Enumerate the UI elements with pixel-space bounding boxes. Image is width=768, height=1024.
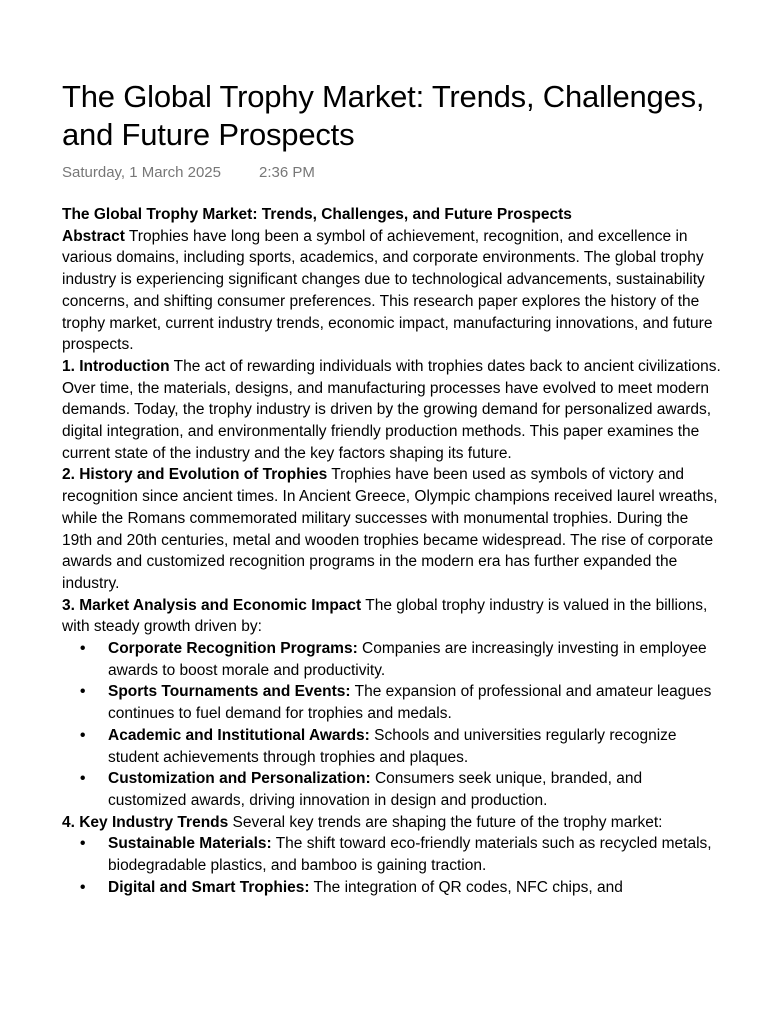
list-item-text: Companies are increasingly investing in employee awards to boost morale and productivity. xyxy=(108,640,707,679)
section-history xyxy=(62,464,722,594)
section-label: 2. History and Evolution of Trophies xyxy=(62,466,328,484)
page-date: Saturday, 1 March 2025 xyxy=(62,164,221,181)
list-item-text: The integration of QR codes, NFC chips, and xyxy=(309,878,623,896)
list-item xyxy=(62,681,722,724)
abstract-label: Abstract xyxy=(62,227,125,245)
page-meta xyxy=(62,163,722,183)
list-item xyxy=(62,638,722,681)
section-label: 4. Key Industry Trends xyxy=(62,813,229,831)
bullet-icon: • xyxy=(80,878,86,896)
bullet-icon: • xyxy=(80,640,86,658)
section-key-trends xyxy=(62,812,722,834)
section-introduction xyxy=(62,356,722,465)
list-item-text: The shift toward eco-friendly materials such as recycled metals, biodegradable plastics, and bamboo is gaining traction. xyxy=(108,835,712,875)
section-label: 3. Market Analysis and Economic Impact xyxy=(62,596,362,614)
page-title: The Global Trophy Market: Trends, Challenges, and Future Prospects xyxy=(62,79,705,152)
list-item-label: Corporate Recognition Programs: xyxy=(108,640,358,658)
list-item-label: Sustainable Materials: xyxy=(108,835,272,853)
heading-text: The Global Trophy Market: Trends, Challenges, and Future Prospects xyxy=(62,206,572,223)
document-page xyxy=(62,78,722,948)
document-body xyxy=(62,204,722,899)
key-trends-list xyxy=(62,833,722,898)
section-text: Several key trends are shaping the future of the trophy market: xyxy=(228,813,663,831)
market-drivers-list xyxy=(62,638,722,812)
bullet-icon: • xyxy=(80,683,86,701)
page-time: 2:36 PM xyxy=(258,164,315,181)
list-item-label: Sports Tournaments and Events: xyxy=(108,683,351,701)
bullet-icon: • xyxy=(80,770,86,788)
list-item xyxy=(62,768,722,811)
list-item-text: Schools and universities regularly recognize student achievements through trophies and plaques. xyxy=(108,726,677,766)
abstract-paragraph xyxy=(62,226,722,356)
abstract-text: Trophies have long been a symbol of achievement, recognition, and excellence in various domains, including sports, academics, and corporate environments. The global trophy industry is experiencing significant changes due to technological advancements, sustainability concerns, and shifting consumer preferences. This research paper explores the history of the trophy market, current industry trends, economic impact, manufacturing innovations, and future prospects. xyxy=(62,227,713,354)
section-market-analysis xyxy=(62,595,722,638)
list-item-label: Digital and Smart Trophies: xyxy=(108,878,310,896)
section-label: 1. Introduction xyxy=(62,357,170,375)
list-item xyxy=(62,833,722,876)
bullet-icon: • xyxy=(80,726,86,744)
list-item-text: The expansion of professional and amateur leagues continues to fuel demand for trophies and medals. xyxy=(108,683,712,723)
document-heading xyxy=(62,204,722,226)
section-text: The act of rewarding individuals with trophies dates back to ancient civilizations. Over time, the materials, designs, and manufacturing processes have evolved to meet modern demands. Today, the trophy industry is driven by the growing demand for personalized awards, digital integration, and environmentally friendly production methods. This paper examines the current state of the industry and the key factors shaping its future. xyxy=(62,357,721,462)
section-text: Trophies have been used as symbols of victory and recognition since ancient times. In Ancient Greece, Olympic champions received laurel wreaths, while the Romans commemorated military successes with monumental trophies. During the 19th and 20th centuries, metal and wooden trophies became widespread. The rise of corporate awards and customized recognition programs in the modern era has further expanded the industry. xyxy=(62,466,718,592)
bullet-icon: • xyxy=(80,835,86,853)
section-text: The global trophy industry is valued in the billions, with steady growth driven by: xyxy=(62,596,708,636)
list-item-label: Academic and Institutional Awards: xyxy=(108,726,370,744)
list-item xyxy=(62,877,722,899)
list-item-text: Consumers seek unique, branded, and customized awards, driving innovation in design and production. xyxy=(108,770,643,809)
list-item-label: Customization and Personalization: xyxy=(108,770,371,788)
list-item xyxy=(62,725,722,768)
